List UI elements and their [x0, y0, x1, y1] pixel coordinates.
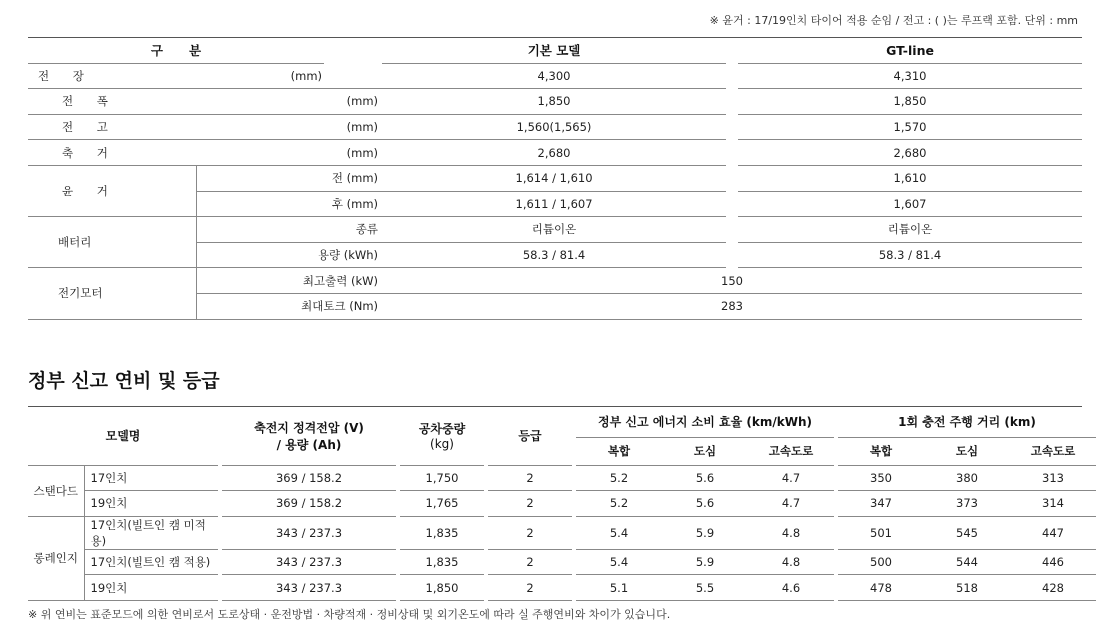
spec-row-battery-type: [28, 217, 1082, 243]
eff-trim: 17인치(빌트인 캠 미적용): [84, 516, 218, 549]
eff-grade: 2: [488, 575, 572, 601]
eff-header-e-highway: 고속도로: [748, 437, 834, 465]
eff-r-city: 545: [924, 516, 1010, 549]
spec-row-length: [28, 63, 1082, 89]
eff-e-city: 5.5: [662, 575, 748, 601]
eff-voltage: 343 / 237.3: [222, 516, 396, 549]
spec-base-value: 리튬이온: [382, 217, 726, 243]
eff-header-voltage-line2: / 용량 (Ah): [276, 437, 342, 452]
eff-r-combined: 500: [838, 549, 924, 575]
eff-trim: 17인치(빌트인 캠 적용): [84, 549, 218, 575]
eff-weight: 1,750: [400, 465, 484, 491]
spec-base-value: 4,300: [382, 63, 726, 89]
eff-r-highway: 313: [1010, 465, 1096, 491]
spec-unit: 최고출력 (kW): [196, 268, 382, 294]
spec-label: 윤 거: [28, 165, 196, 216]
eff-r-highway: 428: [1010, 575, 1096, 601]
spec-unit: 전 (mm): [196, 165, 382, 191]
eff-trim: 17인치: [84, 465, 218, 491]
eff-header-e-city: 도심: [662, 437, 748, 465]
eff-e-highway: 4.6: [748, 575, 834, 601]
eff-r-combined: 478: [838, 575, 924, 601]
spec-table: [28, 38, 1082, 320]
eff-body: [28, 465, 1096, 600]
eff-grade: 2: [488, 491, 572, 517]
table-row: [28, 575, 1096, 601]
eff-r-combined: 347: [838, 491, 924, 517]
spec-row-height: [28, 114, 1082, 140]
eff-header-weight-line2: (kg): [430, 437, 454, 452]
spec-unit: (mm): [196, 63, 382, 89]
eff-r-combined: 501: [838, 516, 924, 549]
eff-header-r-highway: 고속도로: [1010, 437, 1096, 465]
eff-e-combined: 5.2: [576, 465, 662, 491]
eff-grade: 2: [488, 516, 572, 549]
eff-e-combined: 5.4: [576, 516, 662, 549]
spec-label: 전 폭: [28, 89, 196, 115]
eff-header-voltage-line1: 축전지 정격전압 (V): [254, 420, 364, 435]
table-row: [28, 491, 1096, 517]
spec-gt-value: 1,607: [738, 191, 1082, 217]
eff-r-highway: 447: [1010, 516, 1096, 549]
eff-header-efficiency: 정부 신고 에너지 소비 효율 (km/kWh): [576, 407, 834, 437]
spec-gt-value: 58.3 / 81.4: [738, 242, 1082, 268]
spec-gt-value: 4,310: [738, 63, 1082, 89]
eff-group-label: 롱레인지: [28, 516, 84, 600]
table-row: [28, 465, 1096, 491]
eff-r-city: 380: [924, 465, 1010, 491]
eff-header-e-combined: 복합: [576, 437, 662, 465]
spec-row-width: [28, 89, 1082, 115]
spec-base-value: 1,611 / 1,607: [382, 191, 726, 217]
eff-header-row-1: [28, 407, 1096, 437]
spec-base-value: 1,560(1,565): [382, 114, 726, 140]
table-row: [28, 549, 1096, 575]
eff-e-combined: 5.4: [576, 549, 662, 575]
spec-row-wheelbase: [28, 140, 1082, 166]
eff-group-label: 스탠다드: [28, 465, 84, 516]
spec-gt-value: 2,680: [738, 140, 1082, 166]
eff-r-highway: 314: [1010, 491, 1096, 517]
eff-e-city: 5.9: [662, 549, 748, 575]
eff-e-combined: 5.2: [576, 491, 662, 517]
eff-e-highway: 4.8: [748, 549, 834, 575]
spec-base-value: 1,850: [382, 89, 726, 115]
spec-unit: 최대토크 (Nm): [196, 293, 382, 319]
footnote: ※ 위 연비는 표준모드에 의한 연비로서 도로상태 · 운전방법 · 차량적재 · 정비상태 및 외기온도에 따라 실 주행연비와 차이가 있습니다.: [28, 608, 671, 621]
eff-header-grade: 등급: [488, 407, 572, 465]
eff-e-city: 5.6: [662, 465, 748, 491]
eff-weight: 1,850: [400, 575, 484, 601]
spec-unit: (mm): [196, 89, 382, 115]
spec-motor-value: 150: [382, 268, 1082, 294]
spec-gt-value: 1,850: [738, 89, 1082, 115]
eff-weight: 1,765: [400, 491, 484, 517]
table-row: [28, 516, 1096, 549]
spec-header-category: 구 분: [28, 38, 324, 63]
eff-r-city: 518: [924, 575, 1010, 601]
eff-voltage: 343 / 237.3: [222, 549, 396, 575]
spec-row-track-front: [28, 165, 1082, 191]
eff-header-r-city: 도심: [924, 437, 1010, 465]
spec-motor-value: 283: [382, 293, 1082, 319]
eff-trim: 19인치: [84, 491, 218, 517]
eff-r-city: 544: [924, 549, 1010, 575]
eff-voltage: 343 / 237.3: [222, 575, 396, 601]
spec-label: 전 고: [28, 114, 196, 140]
eff-header-range: 1회 충전 주행 거리 (km): [838, 407, 1096, 437]
spec-unit: 후 (mm): [196, 191, 382, 217]
spec-gt-value: 1,610: [738, 165, 1082, 191]
spec-header-row: [28, 38, 1082, 63]
eff-weight: 1,835: [400, 549, 484, 575]
eff-voltage: 369 / 158.2: [222, 465, 396, 491]
spec-label: 축 거: [28, 140, 196, 166]
eff-header-model: 모델명: [28, 407, 218, 465]
eff-r-city: 373: [924, 491, 1010, 517]
spec-header-gt: GT-line: [738, 38, 1082, 63]
eff-e-city: 5.6: [662, 491, 748, 517]
spec-row-motor-power: [28, 268, 1082, 294]
eff-grade: 2: [488, 465, 572, 491]
eff-trim: 19인치: [84, 575, 218, 601]
eff-r-combined: 350: [838, 465, 924, 491]
spec-unit: 용량 (kWh): [196, 242, 382, 268]
section-title: 정부 신고 연비 및 등급: [28, 370, 220, 392]
efficiency-table: [28, 407, 1096, 601]
eff-e-highway: 4.7: [748, 491, 834, 517]
spec-label: 배터리: [28, 217, 196, 268]
eff-weight: 1,835: [400, 516, 484, 549]
eff-grade: 2: [488, 549, 572, 575]
spec-unit: (mm): [196, 140, 382, 166]
spec-gt-value: 1,570: [738, 114, 1082, 140]
eff-voltage: 369 / 158.2: [222, 491, 396, 517]
spec-unit: 종류: [196, 217, 382, 243]
eff-header-r-combined: 복합: [838, 437, 924, 465]
eff-r-highway: 446: [1010, 549, 1096, 575]
eff-e-highway: 4.8: [748, 516, 834, 549]
eff-e-highway: 4.7: [748, 465, 834, 491]
spec-unit: (mm): [196, 114, 382, 140]
spec-header-base: 기본 모델: [382, 38, 726, 63]
spec-base-value: 1,614 / 1,610: [382, 165, 726, 191]
eff-header-weight: [400, 407, 484, 465]
eff-header-voltage: [222, 407, 396, 465]
spec-base-value: 58.3 / 81.4: [382, 242, 726, 268]
spec-gt-value: 리튬이온: [738, 217, 1082, 243]
eff-e-city: 5.9: [662, 516, 748, 549]
units-note: ※ 윤거 : 17/19인치 타이어 적용 순임 / 전고 : ( )는 루프랙 포함. 단위 : mm: [709, 14, 1078, 27]
spec-label: 전기모터: [28, 268, 196, 319]
spec-label: 전 장: [28, 63, 196, 89]
eff-header-weight-line1: 공차중량: [418, 422, 466, 437]
eff-e-combined: 5.1: [576, 575, 662, 601]
spec-base-value: 2,680: [382, 140, 726, 166]
